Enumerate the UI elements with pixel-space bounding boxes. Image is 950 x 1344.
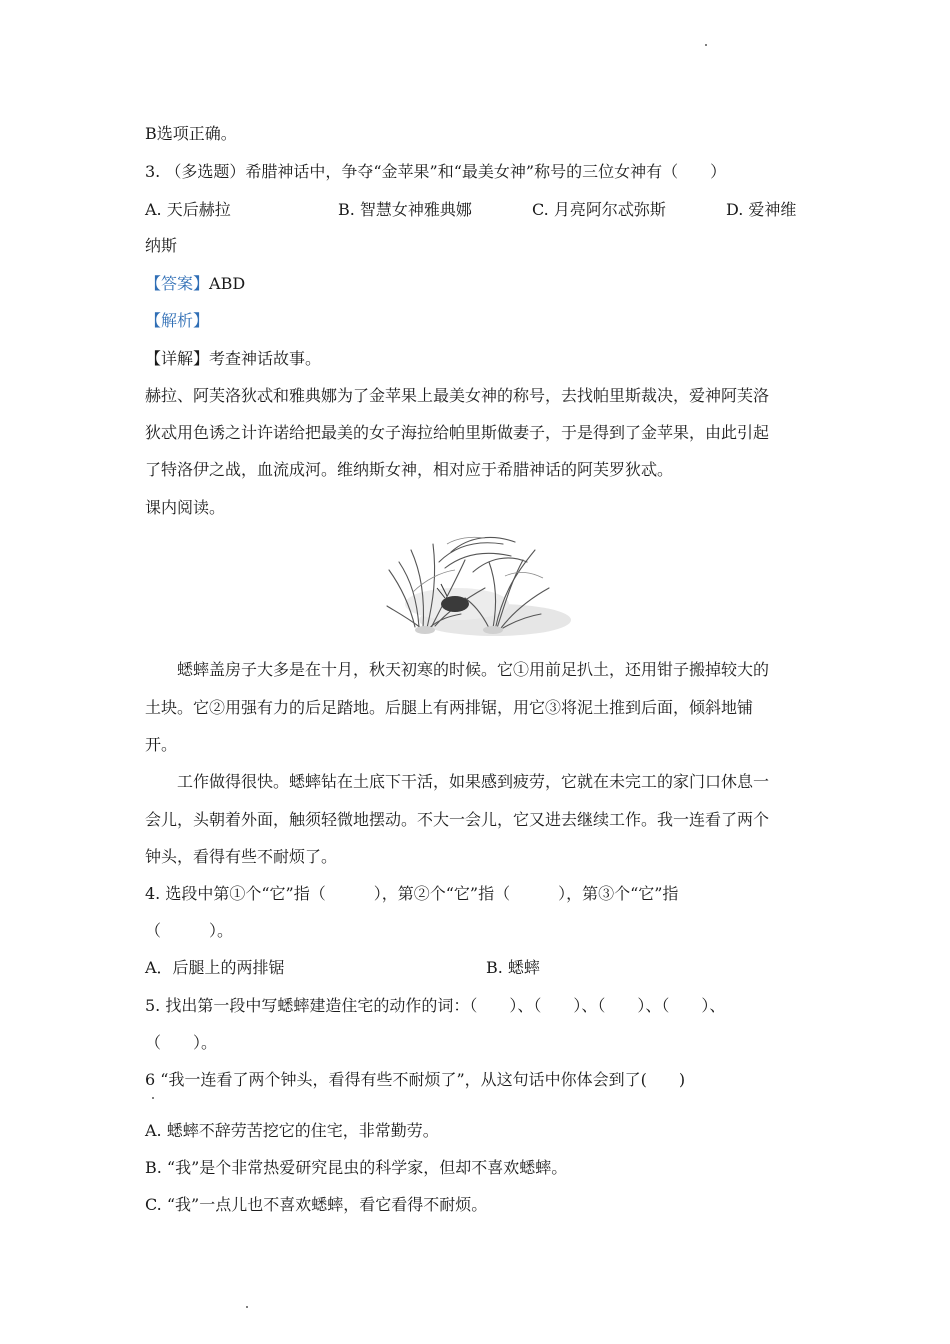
q4-stem-continued: （ ）。: [145, 921, 234, 940]
q3-option-c: C. 月亮阿尔忒弥斯: [532, 200, 666, 219]
answer-line: [145, 274, 805, 294]
q4-option-a: A．后腿上的两排锯: [145, 958, 285, 977]
passage-p2-line-2: 会儿，头朝着外面，触须轻微地摆动。不大一会儿，它又进去继续工作。我一连看了两个: [145, 810, 770, 829]
q3-option-d-continued: 纳斯: [145, 236, 178, 255]
speck-mark: [246, 1306, 248, 1308]
cricket-burrow-illustration: [385, 532, 573, 640]
q3-option-b: B. 智慧女神雅典娜: [338, 200, 472, 219]
q5-stem-continued: （ ）。: [145, 1033, 218, 1052]
q4-option-b: B. 蟋蟀: [486, 958, 540, 977]
q6-option-b: B. “我”是个非常热爱研究昆虫的科学家，但却不喜欢蟋蟀。: [145, 1158, 568, 1177]
passage-p2-line-1: 工作做得很快。蟋蟀钻在土底下干活，如果感到疲劳，它就在未完工的家门口休息一: [177, 772, 770, 791]
passage-p1-line-3: 开。: [145, 735, 178, 754]
explanation-line-3: 了特洛伊之战，血流成河。维纳斯女神，相对应于希腊神话的阿芙罗狄忒。: [145, 460, 674, 479]
detail-line: 【详解】考查神话故事。: [145, 349, 322, 368]
reading-title: 课内阅读。: [145, 498, 226, 517]
speck-mark: [705, 44, 707, 46]
speck-mark: [152, 1097, 154, 1099]
q3-option-a: A. 天后赫拉: [145, 200, 231, 219]
q4-stem: 4. 选段中第①个“它”指（ ），第②个“它”指（ ），第③个“它”指: [145, 884, 679, 903]
passage-p1-line-2: 土块。它②用强有力的后足踏地。后腿上有两排锯，用它③将泥土推到后面，倾斜地铺: [145, 698, 754, 717]
q4-options: [145, 958, 805, 978]
answer-value: ABD: [209, 274, 246, 293]
b-correct-line: B选项正确。: [145, 124, 237, 143]
passage-p2-line-3: 钟头，看得有些不耐烦了。: [145, 847, 338, 866]
explanation-line-1: 赫拉、阿芙洛狄忒和雅典娜为了金苹果上最美女神的称号，去找帕里斯裁决，爱神阿芙洛: [145, 386, 770, 405]
q3-option-d: D. 爱神维: [726, 200, 797, 219]
explanation-line-2: 狄忒用色诱之计许诺给把最美的女子海拉给帕里斯做妻子，于是得到了金苹果，由此引起: [145, 423, 770, 442]
q5-stem: 5. 找出第一段中写蟋蟀建造住宅的动作的词：（ ）、（ ）、（ ）、（ ）、: [145, 996, 726, 1015]
analysis-label: 【解析】: [145, 311, 210, 330]
answer-label: 【答案】: [145, 274, 210, 293]
q6-option-c: C. “我”一点儿也不喜欢蟋蟀，看它看得不耐烦。: [145, 1195, 488, 1214]
q3-stem: 3. （多选题）希腊神话中，争夺“金苹果”和“最美女神”称号的三位女神有（ ）: [145, 162, 727, 181]
q3-options: [145, 200, 805, 220]
q6-option-a: A. 蟋蟀不辞劳苦挖它的住宅，非常勤劳。: [145, 1121, 439, 1140]
passage-p1-line-1: 蟋蟀盖房子大多是在十月，秋天初寒的时候。它①用前足扒土，还用钳子搬掉较大的: [177, 660, 770, 679]
q6-stem: 6 “我一连看了两个钟头，看得有些不耐烦了”，从这句话中你体会到了( ): [145, 1070, 686, 1089]
